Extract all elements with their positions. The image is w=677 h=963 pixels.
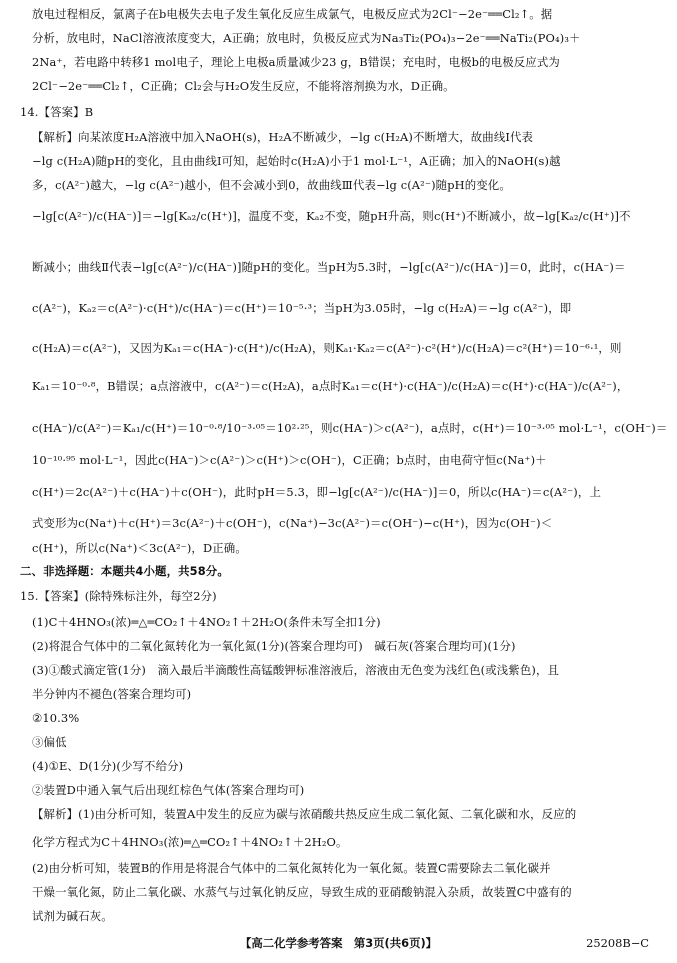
text-line: 2Na⁺，若电路中转移1 mol电子，理论上电极a质量减少23 g，B错误；充电时，电极b的电极反应式为	[32, 55, 560, 69]
text-line: 化学方程式为C＋4HNO₃(浓)═△═CO₂↑＋4NO₂↑＋2H₂O。	[32, 835, 348, 849]
text-line: c(A²⁻)，Kₐ₂＝c(A²⁻)·c(H⁺)/c(HA⁻)＝c(H⁺)＝10⁻⁵·³；当pH为3.05时，−lg c(H₂A)＝−lg c(A²⁻)，即	[32, 301, 572, 315]
text-line: 断减小；曲线Ⅱ代表−lg[c(A²⁻)/c(HA⁻)]随pH的变化。当pH为5.3时，−lg[c(A²⁻)/c(HA⁻)]＝0，此时，c(HA⁻)＝	[32, 260, 626, 274]
footer-code: 25208B−C	[586, 936, 649, 950]
text-line: c(H₂A)＝c(A²⁻)，又因为Kₐ₁＝c(HA⁻)·c(H⁺)/c(H₂A)，则Kₐ₁·Kₐ₂＝c(A²⁻)·c²(H⁺)/c(H₂A)＝c²(H⁺)＝10⁻⁶·¹，则	[32, 341, 622, 355]
text-line: (3)①酸式滴定管(1分) 滴入最后半滴酸性高锰酸钾标准溶液后，溶液由无色变为浅红色(或浅紫色)，且	[32, 663, 560, 677]
text-line: (2)由分析可知，装置B的作用是将混合气体中的二氧化氮转化为一氧化氮。装置C需要除去二氧化碳并	[32, 861, 551, 875]
text-line: Kₐ₁＝10⁻⁰·⁸，B错误；a点溶液中，c(A²⁻)＝c(H₂A)，a点时Kₐ₁＝c(H⁺)·c(HA⁻)/c(H₂A)＝c(H⁺)·c(HA⁻)/c(A²⁻)，	[32, 379, 629, 393]
text-line: ②装置D中通入氧气后出现红棕色气体(答案合理均可)	[32, 783, 305, 797]
text-line: (4)①E、D(1分)(少写不给分)	[32, 759, 184, 773]
text-line: 14.【答案】B	[20, 105, 94, 119]
text-line: 【解析】(1)由分析可知，装置A中发生的反应为碳与浓硝酸共热反应生成二氧化氮、二氧化碳和水，反应的	[32, 807, 577, 821]
page-footer	[0, 935, 677, 951]
text-line: 【解析】向某浓度H₂A溶液中加入NaOH(s)，H₂A不断减少，−lg c(H₂A)不断增大，故曲线Ⅰ代表	[32, 130, 534, 144]
text-line: −lg[c(A²⁻)/c(HA⁻)]＝−lg[Kₐ₂/c(H⁺)]，温度不变，Kₐ₂不变，随pH升高，则c(H⁺)不断减小，故−lg[Kₐ₂/c(H⁺)]不	[32, 209, 631, 223]
text-line: 试剂为碱石灰。	[32, 909, 113, 923]
text-line: −lg c(H₂A)随pH的变化，且由曲线Ⅰ可知，起始时c(H₂A)小于1 mol·L⁻¹，A正确；加入的NaOH(s)越	[32, 154, 561, 168]
text-line: (2)将混合气体中的二氧化氮转化为一氧化氮(1分)(答案合理均可) 碱石灰(答案合理均可)(1分)	[32, 639, 516, 653]
text-line: 干燥一氧化氮，防止二氧化碳、水蒸气与过氧化钠反应，导致生成的亚硝酸钠混入杂质，故装置C中盛有的	[32, 885, 572, 899]
text-line	[0, 563, 677, 579]
text-line: ③偏低	[32, 735, 67, 749]
text-line: 分析，放电时，NaCl溶液浓度变大，A正确；放电时，负极反应式为Na₃Ti₂(PO₄)₃−2e⁻══NaTi₂(PO₄)₃＋	[32, 31, 581, 45]
text-line: 放电过程相反，氯离子在b电极失去电子发生氧化反应生成氯气，电极反应式为2Cl⁻−2e⁻══Cl₂↑。据	[32, 7, 553, 21]
text-line: c(H⁺)＝2c(A²⁻)＋c(HA⁻)＋c(OH⁻)，此时pH＝5.3，即−lg[c(A²⁻)/c(HA⁻)]＝0，所以c(HA⁻)＝c(A²⁻)，上	[32, 485, 601, 499]
text-line: 式变形为c(Na⁺)＋c(H⁺)＝3c(A²⁻)＋c(OH⁻)，c(Na⁺)−3c(A²⁻)＝c(OH⁻)−c(H⁺)，因为c(OH⁻)＜	[32, 516, 553, 530]
text-line: 10⁻¹⁰·⁹⁵ mol·L⁻¹，因此c(HA⁻)＞c(A²⁻)＞c(H⁺)＞c(OH⁻)，C正确；b点时，由电荷守恒c(Na⁺)＋	[32, 453, 547, 467]
text-line: 2Cl⁻−2e⁻══Cl₂↑，C正确；Cl₂会与H₂O发生反应，不能将溶剂换为水，D正确。	[32, 79, 455, 93]
text-line: c(HA⁻)/c(A²⁻)＝Kₐ₁/c(H⁺)＝10⁻⁰·⁸/10⁻³·⁰⁵＝10²·²⁵，则c(HA⁻)＞c(A²⁻)，a点时，c(H⁺)＝10⁻³·⁰⁵ mol·L⁻¹，c(OH⁻)＝	[32, 421, 668, 435]
text-line: 15.【答案】(除特殊标注外，每空2分)	[20, 589, 217, 603]
text-line: ②10.3%	[32, 711, 80, 725]
footer-page-label: 【高二化学参考答案 第3页(共6页)】	[239, 936, 438, 950]
text-line: 半分钟内不褪色(答案合理均可)	[32, 687, 192, 701]
text-line: c(H⁺)，所以c(Na⁺)＜3c(A²⁻)，D正确。	[32, 541, 247, 555]
text-line: 多，c(A²⁻)越大，−lg c(A²⁻)越小，但不会减小到0，故曲线Ⅲ代表−lg c(A²⁻)随pH的变化。	[32, 178, 511, 192]
text-line: (1)C＋4HNO₃(浓)═△═CO₂↑＋4NO₂↑＋2H₂O(条件未写全扣1分)	[32, 615, 381, 629]
section-heading: 二、非选择题：本题共4小题，共58分。	[20, 564, 229, 578]
